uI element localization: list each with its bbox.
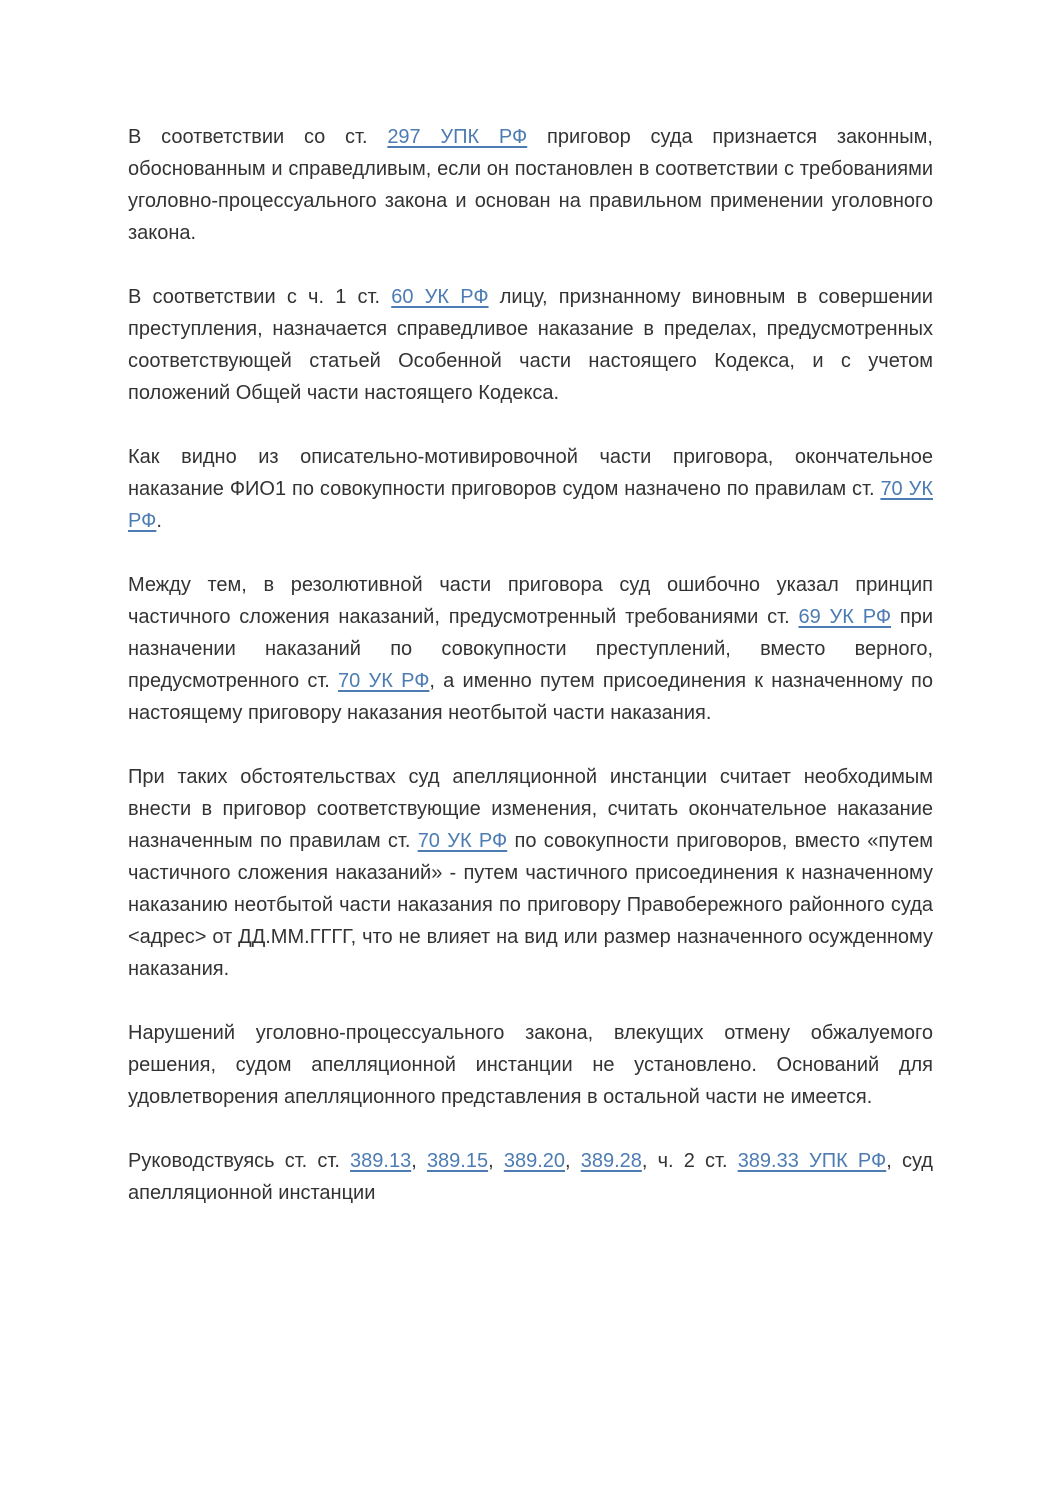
- paragraph-text: , а именно путем присоединения к назначенному по настоящему приговору наказания неотбытой части наказания.: [128, 670, 933, 724]
- legal-reference-link[interactable]: 389.13: [350, 1150, 412, 1172]
- legal-reference-link[interactable]: 70 УК РФ: [338, 670, 430, 692]
- paragraph-text: при назначении наказаний по совокупности преступлений, вместо верного, предусмотренного ст.: [128, 606, 933, 692]
- paragraph-text: Нарушений уголовно-процессуального закона, влекущих отмену обжалуемого решения, судом апелляционной инстанции не установлено. Оснований для удовлетворения апелляционного представления в остальной части не имеется.: [128, 1022, 933, 1108]
- legal-reference-link[interactable]: 69 УК РФ: [798, 606, 892, 628]
- document-body: [128, 121, 933, 1209]
- paragraph: [128, 1145, 933, 1209]
- paragraph-text: ,: [411, 1150, 427, 1172]
- paragraph-text: по совокупности приговоров, вместо «путем частичного сложения наказаний» - путем частичного присоединения к назначенному наказанию неотбытой части наказания по приговору Правобережного районного суда <адрес> от ДД.ММ.ГГГГ, что не влияет на вид или размер назначенного осужденному наказания.: [128, 830, 934, 980]
- paragraph-text: При таких обстоятельствах суд апелляционной инстанции считает необходимым внести в приговор соответствующие изменения, считать окончательное наказание назначенным по правилам ст.: [128, 766, 933, 852]
- paragraph: [128, 569, 933, 729]
- paragraph-text: лицу, признанному виновным в совершении преступления, назначается справедливое наказание в пределах, предусмотренных соответствующей статьей Особенной части настоящего Кодекса, и с учетом положений Общей части настоящего Кодекса.: [128, 286, 933, 404]
- paragraph: [128, 1017, 933, 1113]
- paragraph-text: Между тем, в резолютивной части приговора суд ошибочно указал принцип частичного сложения наказаний, предусмотренный требованиями ст.: [128, 574, 933, 628]
- paragraph-text: приговор суда признается законным, обоснованным и справедливым, если он постановлен в соответствии с требованиями уголовно-процессуального закона и основан на правильном применении уголовного закона.: [128, 126, 933, 244]
- legal-reference-link[interactable]: 297 УПК РФ: [387, 126, 528, 148]
- paragraph: [128, 441, 933, 537]
- paragraph-text: ,: [488, 1150, 504, 1172]
- legal-reference-link[interactable]: 389.20: [503, 1150, 565, 1172]
- paragraph-text: , суд апелляционной инстанции: [128, 1150, 933, 1204]
- legal-reference-link[interactable]: 70 УК РФ: [128, 478, 933, 532]
- paragraph-text: В соответствии с ч. 1 ст.: [128, 286, 392, 308]
- paragraph: [128, 281, 933, 409]
- legal-reference-link[interactable]: 389.33 УПК РФ: [737, 1150, 887, 1172]
- legal-reference-link[interactable]: 60 УК РФ: [391, 286, 489, 308]
- legal-reference-link[interactable]: 70 УК РФ: [417, 830, 508, 852]
- paragraph-text: Как видно из описательно-мотивировочной части приговора, окончательное наказание ФИО1 по совокупности приговоров судом назначено по правилам ст.: [128, 446, 933, 500]
- paragraph-text: В соответствии со ст.: [128, 126, 388, 148]
- legal-reference-link[interactable]: 389.28: [580, 1150, 642, 1172]
- legal-reference-link[interactable]: 389.15: [426, 1150, 489, 1172]
- paragraph-text: Руководствуясь ст. ст.: [128, 1150, 351, 1172]
- paragraph: [128, 761, 933, 985]
- paragraph-text: , ч. 2 ст.: [641, 1150, 738, 1172]
- paragraph-text: .: [156, 510, 162, 532]
- paragraph: [128, 121, 933, 249]
- paragraph-text: ,: [565, 1150, 581, 1172]
